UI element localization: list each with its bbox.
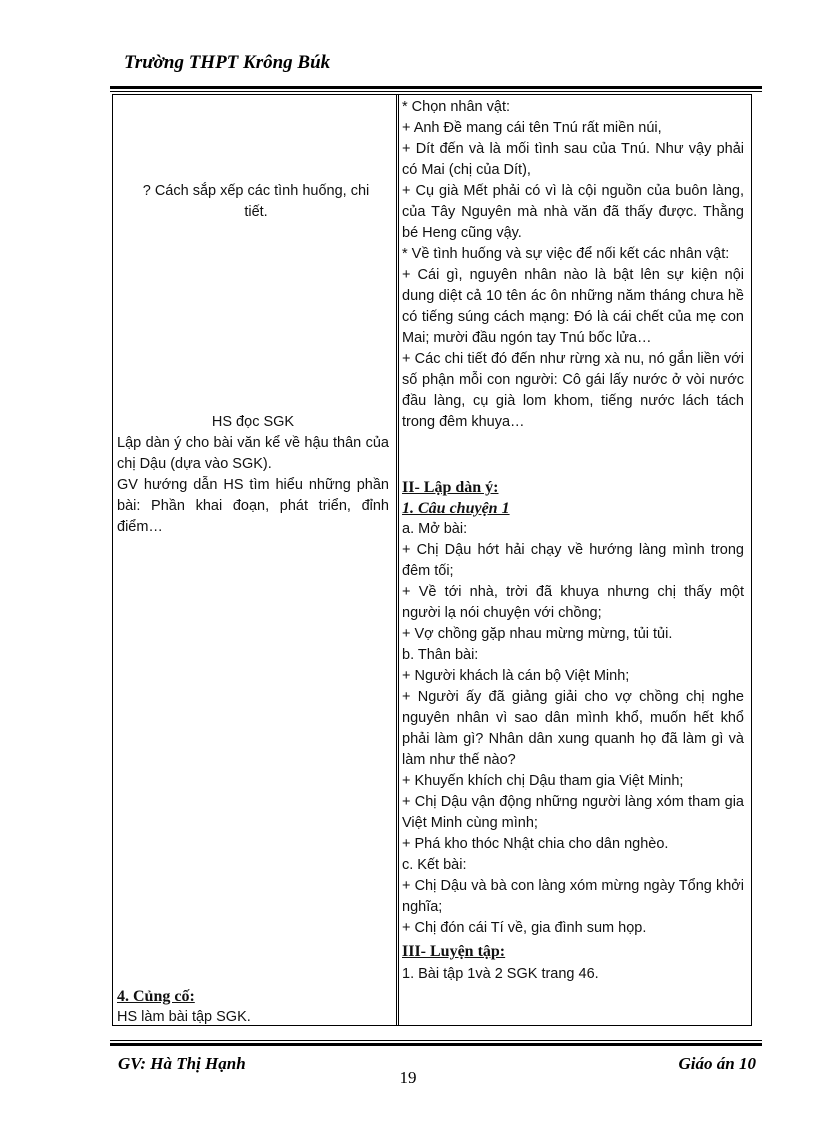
section-luyen-tap: III- Luyện tập: bbox=[402, 943, 506, 960]
column-divider bbox=[396, 94, 399, 1026]
page-number: 19 bbox=[399, 1068, 417, 1087]
analysis-line: + Các chi tiết đó đến như rừng xà nu, nó gắn liền với số phận mỗi con người: Cô gái lấy nước ở vòi nước đầu làng, cụ già lom khom, tiếng nước lách tách trong đêm khuya… bbox=[402, 351, 744, 430]
outline-task: Lập dàn ý cho bài văn kể về hậu thân của chị Dậu (dựa vào SGK). bbox=[117, 435, 389, 472]
outline-line: + Chị Dậu và bà con làng xóm mừng ngày Tổng khởi nghĩa; bbox=[402, 878, 744, 915]
gv-guidance: GV hướng dẫn HS tìm hiểu những phần bài: Phần khai đoạn, phát triển, đỉnh điểm… bbox=[117, 477, 389, 535]
hs-read-sgk: HS đọc SGK bbox=[211, 414, 295, 430]
section-cung-co: 4. Củng cố: bbox=[117, 988, 195, 1005]
footer-rule bbox=[110, 1040, 762, 1046]
outline-line: + Người khách là cán bộ Việt Minh; bbox=[402, 668, 630, 684]
outline-line: + Về tới nhà, trời đã khuya nhưng chị thấy một người lạ nói chuyện với chồng; bbox=[402, 584, 744, 621]
outline-line: + Vợ chồng gặp nhau mừng mừng, tủi tủi. bbox=[402, 626, 673, 642]
analysis-block bbox=[402, 97, 744, 433]
outline-line: + Khuyến khích chị Dậu tham gia Việt Minh; bbox=[402, 773, 684, 789]
analysis-line: + Cụ già Mết phải có vì là cội nguồn của buôn làng, của Tây Nguyên mà nhà văn đã thấy được. Thằng bé Heng cũng vậy. bbox=[402, 183, 744, 241]
outline-line: + Chị đón cái Tí về, gia đình sum họp. bbox=[402, 920, 647, 936]
analysis-line: * Về tình huống và sự việc để nối kết các nhân vật: bbox=[402, 246, 730, 262]
outline-line: + Người ấy đã giảng giải cho vợ chồng chị nghe nguyên nhân vì sao dân mình khổ, muốn hết khổ phải làm gì? Nhân dân xung quanh họ đã làm gì và làm như thế nào? bbox=[402, 689, 744, 768]
hs-exercise: HS làm bài tập SGK. bbox=[117, 1009, 251, 1025]
teacher-name: GV: Hà Thị Hạnh bbox=[118, 1054, 246, 1073]
analysis-line: + Anh Đề mang cái tên Tnú rất miền núi, bbox=[402, 120, 662, 136]
exercise-line: 1. Bài tập 1và 2 SGK trang 46. bbox=[402, 966, 599, 982]
outline-line: + Phá kho thóc Nhật chia cho dân nghèo. bbox=[402, 836, 669, 852]
question-arrangement: ? Cách sắp xếp các tình huống, chi tiết. bbox=[142, 183, 370, 220]
book-title: Giáo án 10 bbox=[678, 1054, 756, 1073]
analysis-line: + Dít đến và là mối tình sau của Tnú. Như vậy phải có Mai (chị của Dít), bbox=[402, 141, 744, 178]
outline-line: + Chị Dậu vận động những người làng xóm tham gia Việt Minh cùng mình; bbox=[402, 794, 744, 831]
section-lap-dan-y: II- Lập dàn ý: bbox=[402, 479, 499, 496]
school-name: Trường THPT Krông Búk bbox=[124, 52, 331, 73]
analysis-line: + Cái gì, nguyên nhân nào là bật lên sự kiện nội dung diệt cả 10 tên ác ôn những năm tháng chưa hề có tiếng súng cách mạng: Đó là cái chết của mẹ con Mai; mười đầu ngón tay Tnú bốc lửa… bbox=[402, 267, 744, 346]
story-1-heading: 1. Câu chuyện 1 bbox=[402, 500, 510, 517]
outline-line: b. Thân bài: bbox=[402, 647, 479, 663]
outline-line: c. Kết bài: bbox=[402, 857, 467, 873]
outline-line: a. Mở bài: bbox=[402, 521, 468, 537]
header-rule bbox=[110, 86, 762, 92]
outline-block bbox=[402, 519, 744, 939]
analysis-line: * Chọn nhân vật: bbox=[402, 99, 511, 115]
outline-line: + Chị Dậu hớt hải chạy về hướng làng mình trong đêm tối; bbox=[402, 542, 744, 579]
